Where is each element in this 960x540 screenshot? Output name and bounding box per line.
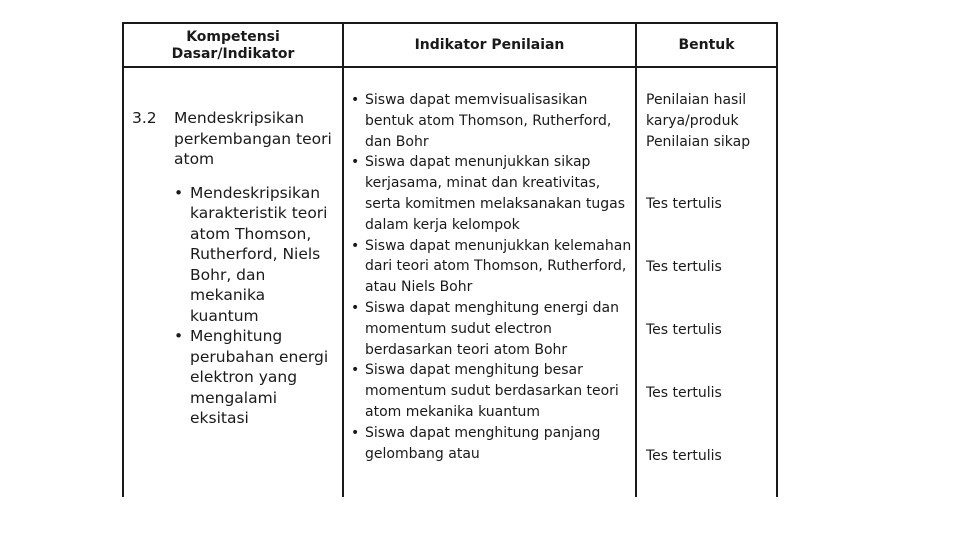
bentuk-item: Tes tertulis	[646, 447, 722, 464]
bentuk-cell	[646, 90, 774, 466]
bullet-icon: •	[174, 183, 184, 202]
bentuk-item: Penilaian hasil karya/produk	[646, 92, 747, 129]
header-kompetensi: Kompetensi Dasar/Indikator	[171, 28, 295, 62]
bullet-icon: •	[351, 92, 360, 108]
penilaian-item: • Siswa dapat memvisualisasikan bentuk atom Thomson, Rutherford, dan Bohr	[351, 92, 612, 150]
header-indikator: Indikator Penilaian	[414, 37, 565, 53]
bullet-icon: •	[351, 154, 360, 171]
column-divider-2	[635, 22, 637, 497]
bullet-icon: •	[351, 424, 360, 441]
bentuk-item: Tes tertulis	[646, 321, 722, 338]
table-border-right	[776, 22, 778, 497]
kd-indicator-list	[132, 183, 338, 429]
penilaian-item: • Siswa dapat menunjukkan kelemahan dari teori atom Thomson, Rutherford, atau Niels Bohr	[351, 237, 632, 296]
kd-indicator-item: • Mendeskripsikan karakteristik teori atom Thomson, Rutherford, Niels Bohr, dan mekanika kuantum	[174, 183, 328, 325]
bullet-icon: •	[351, 362, 360, 379]
bullet-icon: •	[174, 327, 184, 345]
kd-number: 3.2	[132, 109, 157, 127]
bentuk-item: Tes tertulis	[646, 196, 722, 213]
penilaian-item: • Siswa dapat menghitung panjang gelombang atau	[351, 424, 601, 462]
bentuk-item: Penilaian sikap	[646, 133, 751, 150]
penilaian-item: • Siswa dapat menghitung besar momentum sudut berdasarkan teori atom mekanika kuantum	[351, 362, 619, 420]
bullet-icon: •	[351, 299, 360, 316]
bentuk-item: Tes tertulis	[646, 259, 722, 276]
kd-heading	[132, 108, 338, 170]
bentuk-item: Tes tertulis	[646, 384, 722, 401]
assessment-table	[122, 22, 778, 497]
table-border-left	[122, 22, 124, 497]
document-viewport	[122, 22, 778, 497]
penilaian-cell	[351, 90, 633, 464]
header-bentuk: Bentuk	[678, 37, 735, 53]
penilaian-item: • Siswa dapat menunjukkan sikap kerjasama, minat dan kreativitas, serta komitmen melaksanakan tugas dalam kerja kelompok	[351, 154, 625, 233]
bullet-icon: •	[351, 237, 360, 254]
penilaian-item: • Siswa dapat menghitung energi dan momentum sudut electron berdasarkan teori atom Bohr	[351, 299, 619, 358]
column-divider-1	[342, 22, 344, 497]
kd-indicator-item: • Menghitung perubahan energi elektron yang mengalami eksitasi	[174, 327, 329, 427]
kd-title: Mendeskripsikan perkembangan teori atom	[174, 109, 332, 168]
kompetensi-cell	[132, 108, 338, 429]
